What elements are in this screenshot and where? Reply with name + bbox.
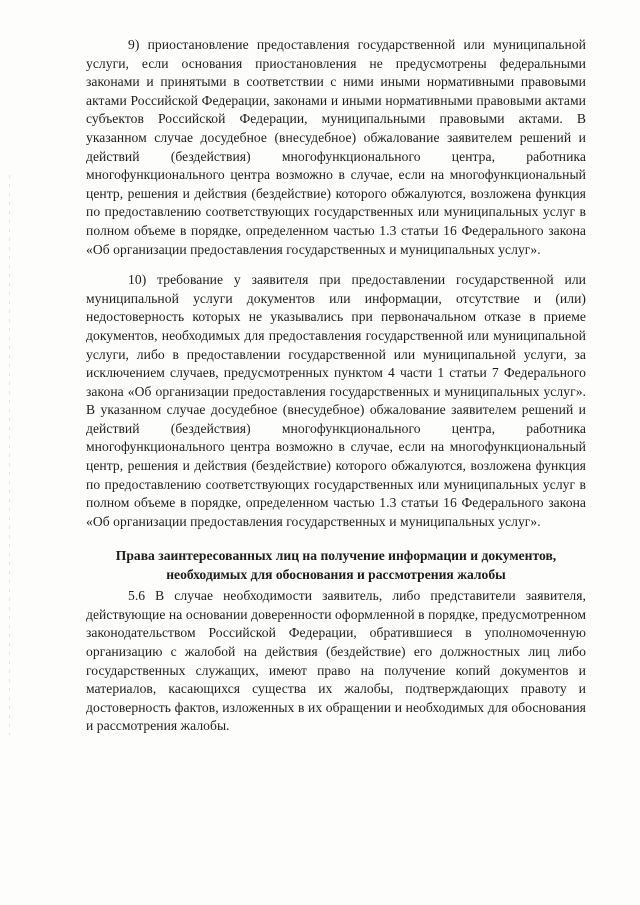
section-heading: Права заинтересованных лиц на получение информации и документов, необходимых для обоснования и рассмотрения жалобы [115,548,557,582]
document-body [86,36,586,736]
scan-margin-artifact [9,175,10,735]
paragraph-item-10: 10) требование у заявителя при предоставлении государственной или муниципальной услуги документов или информации, отсутствие и (или) недостоверность которых не указывались при первоначальном отказе в приеме документов, необходимых для предоставления государственной или муниципальной услуги, либо в предоставлении государственной или муниципальной услуги, за исключением случаев, предусмотренных пунктом 4 части 1 статьи 7 Федерального закона «Об организации предоставления государственных и муниципальных услуг». В указанном случае досудебное (внесудебное) обжалование заявителем решений и действий (бездействия) многофункционального центра, работника многофункционального центра возможно в случае, если на многофункциональный центр, решения и действия (бездействие) которого обжалуются, возложена функция по предоставлению соответствующих государственных или муниципальных услуг в полном объеме в порядке, определенном частью 1.3 статьи 16 Федерального закона «Об организации предоставления государственных и муниципальных услуг». [86,272,586,529]
paragraph-item-9: 9) приостановление предоставления государственной или муниципальной услуги, если основания приостановления не предусмотрены федеральными законами и принятыми в соответствии с ними иными нормативными правовыми актами Российской Федерации, законами и иными нормативными правовыми актами субъектов Российской Федерации, муниципальными правовыми актами. В указанном случае досудебное (внесудебное) обжалование заявителем решений и действий (бездействия) многофункционального центра, работника многофункционального центра возможно в случае, если на многофункциональный центр, решения и действия (бездействие) которого обжалуются, возложена функция по предоставлению соответствующих государственных или муниципальных услуг в полном объеме в порядке, определенном частью 1.3 статьи 16 Федерального закона «Об организации предоставления государственных и муниципальных услуг». [86,37,586,257]
paragraph-5-6: 5.6 В случае необходимости заявитель, либо представители заявителя, действующие на основании доверенности оформленной в порядке, предусмотренном законодательством Российской Федерации, обратившиеся в уполномоченную организацию с жалобой на действия (бездействие) его должностных лиц либо государственных служащих, имеют право на получение копий документов и материалов, касающихся существа их жалобы, подтверждающих правоту и достоверность фактов, изложенных в их обращении и необходимых для обоснования и рассмотрения жалобы. [86,588,586,734]
